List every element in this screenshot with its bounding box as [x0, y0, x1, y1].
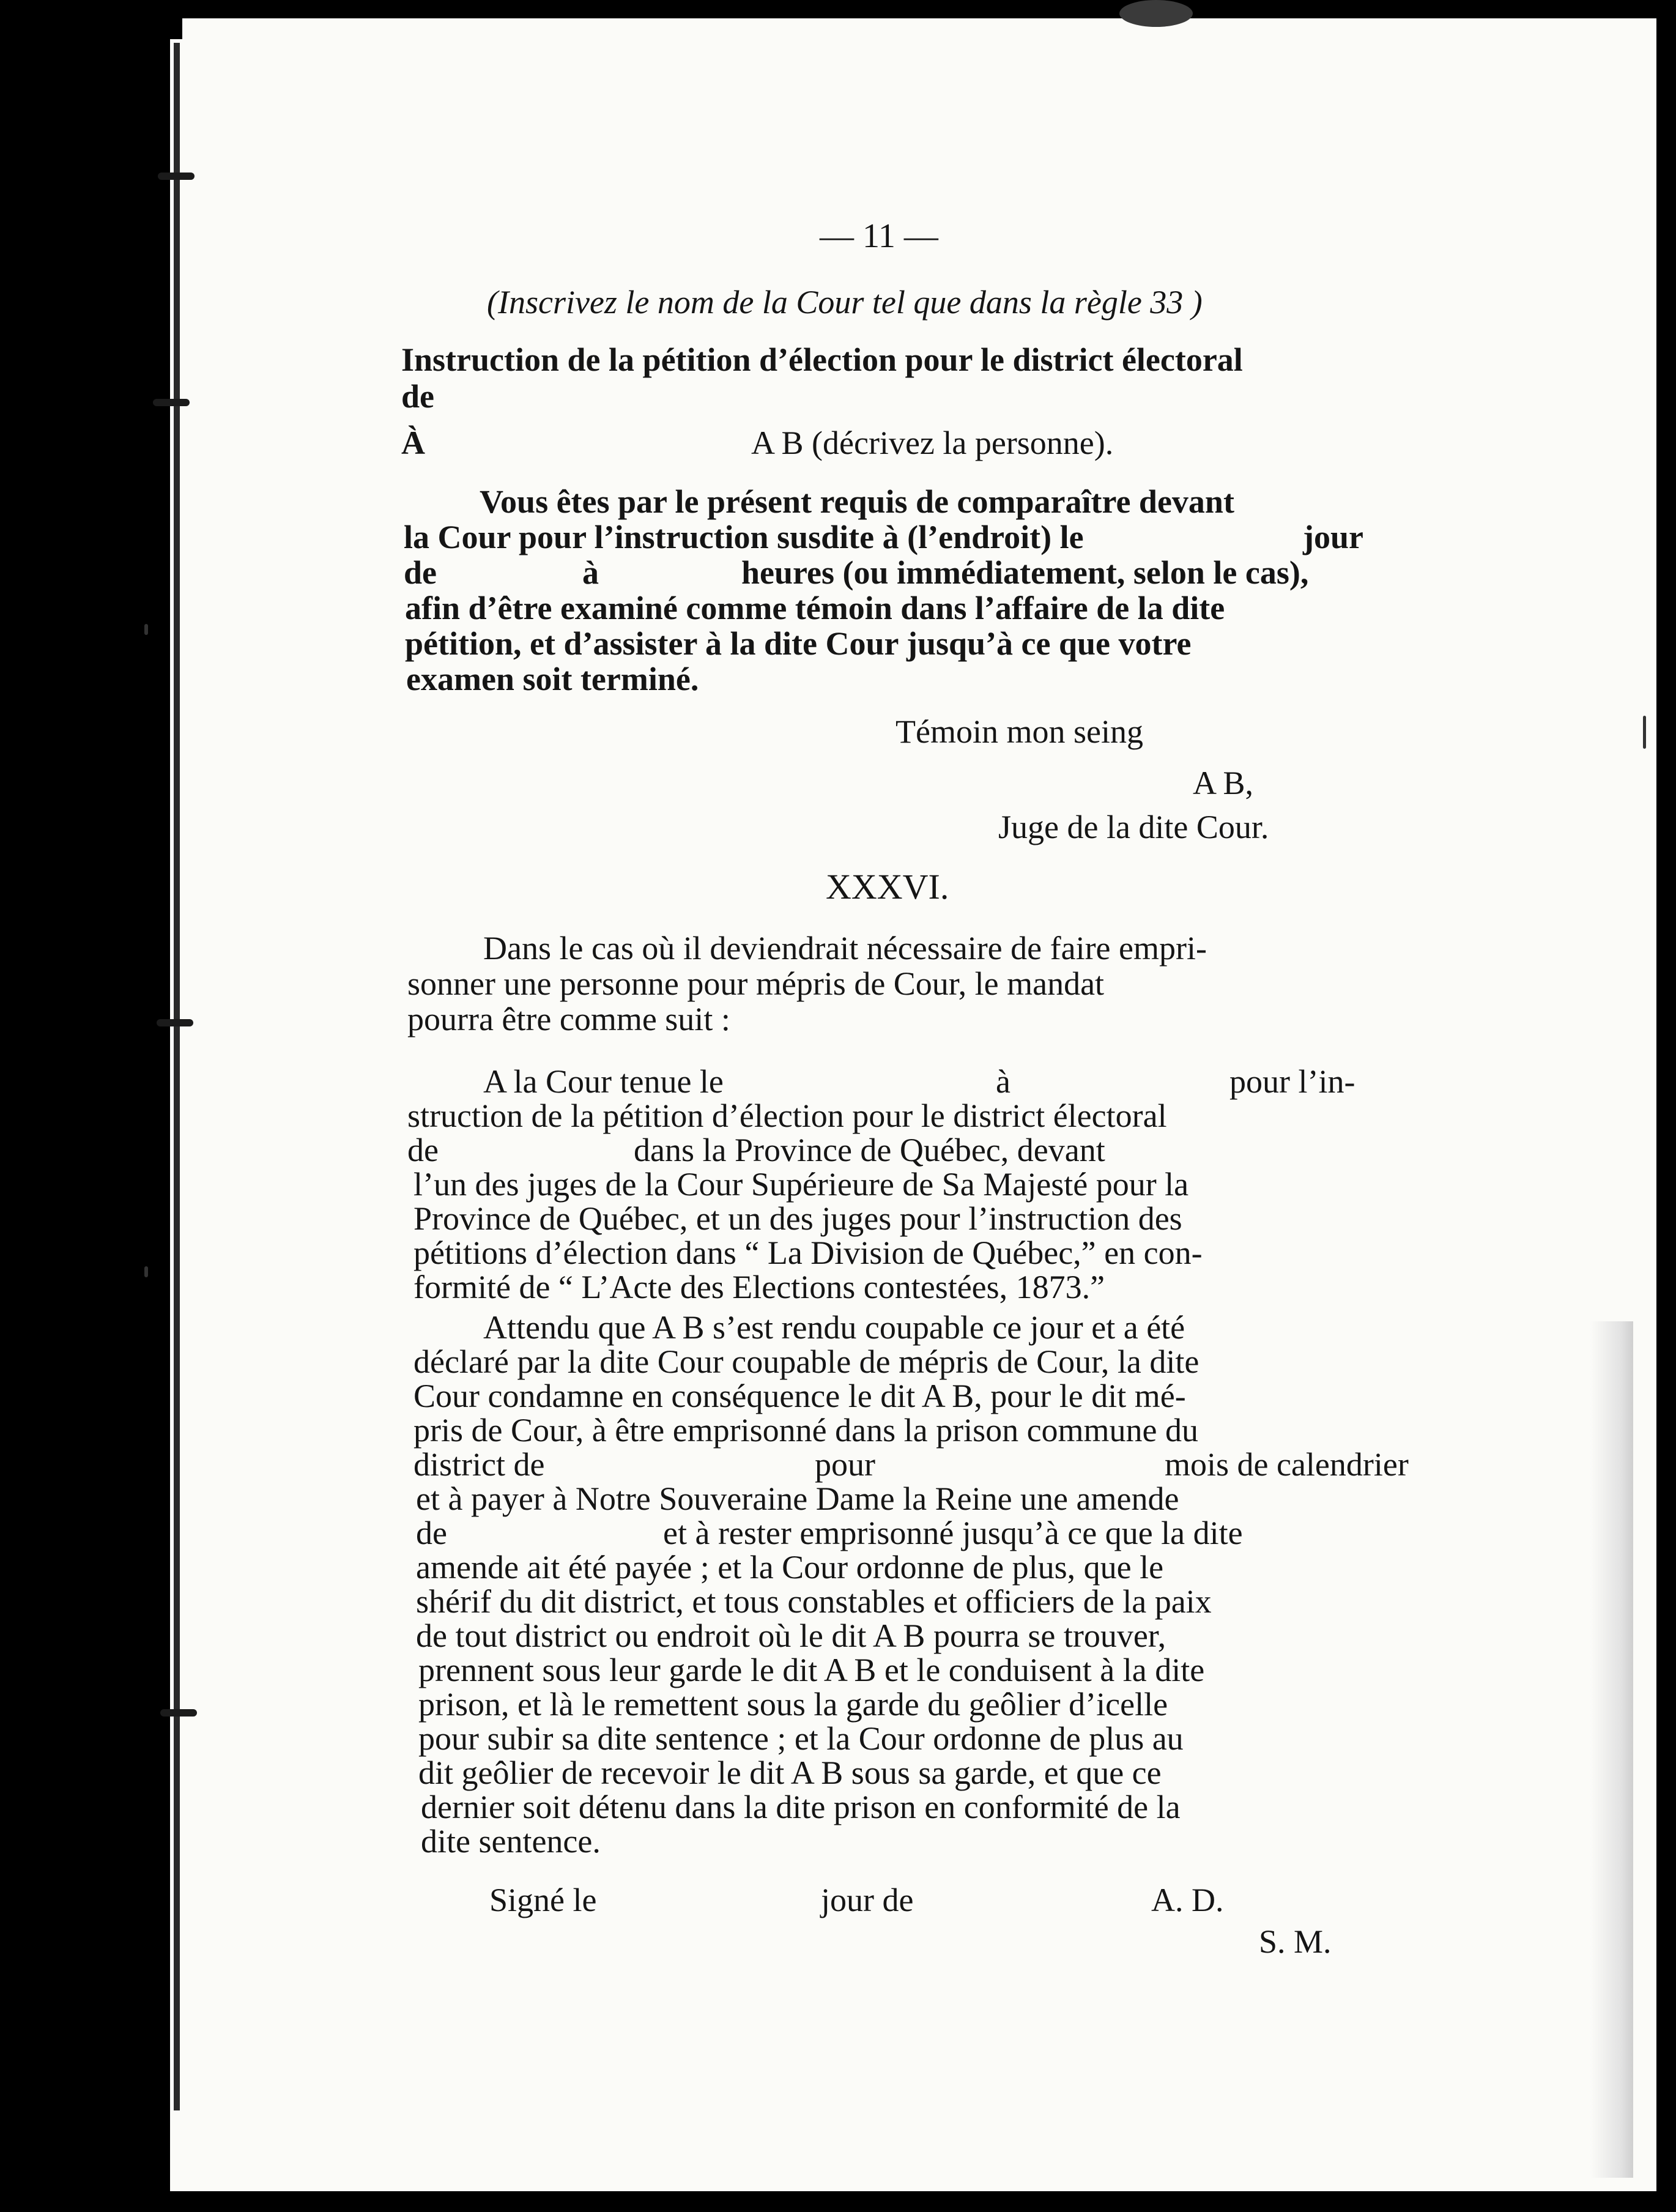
- paragraph1-line: formité de “ L’Acte des Elections contestées, 1873.”: [413, 1269, 1105, 1305]
- paragraph2-line: et à rester emprisonné jusqu’à ce que la dite: [663, 1515, 1243, 1551]
- paragraph2-line: dernier soit détenu dans la dite prison en conformité de la: [421, 1789, 1181, 1825]
- section-heading: XXXVI.: [826, 867, 949, 907]
- form-title-line2: de: [401, 378, 434, 415]
- binding-corner: [147, 12, 182, 39]
- page-number: — 11 —: [820, 217, 938, 255]
- ink-speck: [1643, 716, 1646, 749]
- witness-line: Témoin mon seing: [895, 713, 1143, 750]
- paragraph2-line: prison, et là le remettent sous la garde du geôlier d’icelle: [418, 1686, 1168, 1723]
- paragraph2-line: Attendu que A B s’est rendu coupable ce jour et a été: [483, 1309, 1185, 1346]
- ink-blot: [1119, 0, 1193, 27]
- paragraph2-line: mois de calendrier: [1165, 1446, 1409, 1483]
- binding-spine: [174, 43, 180, 2110]
- addressee-prefix: À: [401, 425, 425, 461]
- page-edge-shadow: [1590, 1321, 1633, 2178]
- body-line: de: [404, 554, 437, 591]
- ink-speck: [144, 1266, 148, 1277]
- paragraph2-line: Cour condamne en conséquence le dit A B, pour le dit mé-: [413, 1378, 1186, 1414]
- binding-stitch: [158, 173, 195, 180]
- paragraph1-line: de: [407, 1132, 439, 1168]
- signer-title: Juge de la dite Cour.: [998, 809, 1269, 845]
- signature-initials: S. M.: [1259, 1923, 1332, 1960]
- paragraph2-line: amende ait été payée ; et la Cour ordonne de plus, que le: [416, 1549, 1164, 1586]
- signed-ad-label: A. D.: [1151, 1882, 1224, 1918]
- intro-line: Dans le cas où il deviendrait nécessaire de faire empri-: [483, 930, 1207, 967]
- paragraph2-line: déclaré par la dite Cour coupable de mépris de Cour, la dite: [413, 1343, 1200, 1380]
- paragraph2-line: pris de Cour, à être emprisonné dans la prison commune du: [413, 1412, 1199, 1449]
- paragraph2-line: de: [416, 1515, 447, 1551]
- paragraph2-line: pour: [815, 1446, 875, 1483]
- signed-label: Signé le: [489, 1882, 597, 1918]
- body-token: à: [582, 554, 599, 591]
- form-title-line1: Instruction de la pétition d’élection pour le district électoral: [401, 341, 1243, 378]
- body-line: la Cour pour l’instruction susdite à (l’endroit) le: [404, 519, 1084, 555]
- court-line-end: pour l’in-: [1229, 1063, 1355, 1100]
- paragraph2-line: dite sentence.: [421, 1823, 601, 1860]
- court-line-start: A la Cour tenue le: [483, 1063, 724, 1100]
- body-line: Vous êtes par le présent requis de comparaître devant: [480, 483, 1234, 520]
- paragraph1-line: pétitions d’élection dans “ La Division de Québec,” en con-: [413, 1234, 1203, 1271]
- ink-speck: [144, 624, 148, 635]
- paragraph1-line: l’un des juges de la Cour Supérieure de Sa Majesté pour la: [413, 1166, 1189, 1203]
- paragraph2-line: de tout district ou endroit où le dit A B pourra se trouver,: [416, 1617, 1166, 1654]
- body-line: examen soit terminé.: [406, 661, 699, 697]
- body-line: afin d’être examiné comme témoin dans l’affaire de la dite: [405, 590, 1225, 626]
- court-line-a: à: [996, 1063, 1010, 1100]
- signed-day-label: jour de: [821, 1882, 914, 1918]
- body-token: heures (ou immédiatement, selon le cas),: [741, 554, 1309, 591]
- addressee: A B (décrivez la personne).: [751, 425, 1114, 461]
- intro-line: sonner une personne pour mépris de Cour, le mandat: [407, 965, 1105, 1002]
- instruction-note: (Inscrivez le nom de la Cour tel que dans la règle 33 ): [487, 284, 1203, 321]
- paragraph2-line: shérif du dit district, et tous constables et officiers de la paix: [416, 1583, 1212, 1620]
- binding-stitch: [153, 399, 190, 406]
- paragraph1-line: struction de la pétition d’élection pour le district électoral: [407, 1097, 1167, 1134]
- paragraph2-line: prennent sous leur garde le dit A B et le conduisent à la dite: [418, 1652, 1205, 1688]
- paragraph1-line: Province de Québec, et un des juges pour l’instruction des: [413, 1200, 1182, 1237]
- body-token: jour: [1303, 519, 1363, 555]
- paragraph1-line: dans la Province de Québec, devant: [634, 1132, 1105, 1168]
- paragraph2-line: district de: [413, 1446, 545, 1483]
- paragraph2-line: pour subir sa dite sentence ; et la Cour ordonne de plus au: [418, 1720, 1184, 1757]
- binding-stitch: [160, 1709, 197, 1717]
- paragraph2-line: dit geôlier de recevoir le dit A B sous sa garde, et que ce: [418, 1754, 1162, 1791]
- binding-stitch: [157, 1019, 193, 1026]
- paragraph2-line: et à payer à Notre Souveraine Dame la Reine une amende: [416, 1480, 1179, 1517]
- body-line: pétition, et d’assister à la dite Cour jusqu’à ce que votre: [405, 625, 1192, 662]
- intro-line: pourra être comme suit :: [407, 1001, 730, 1037]
- signer: A B,: [1193, 765, 1254, 801]
